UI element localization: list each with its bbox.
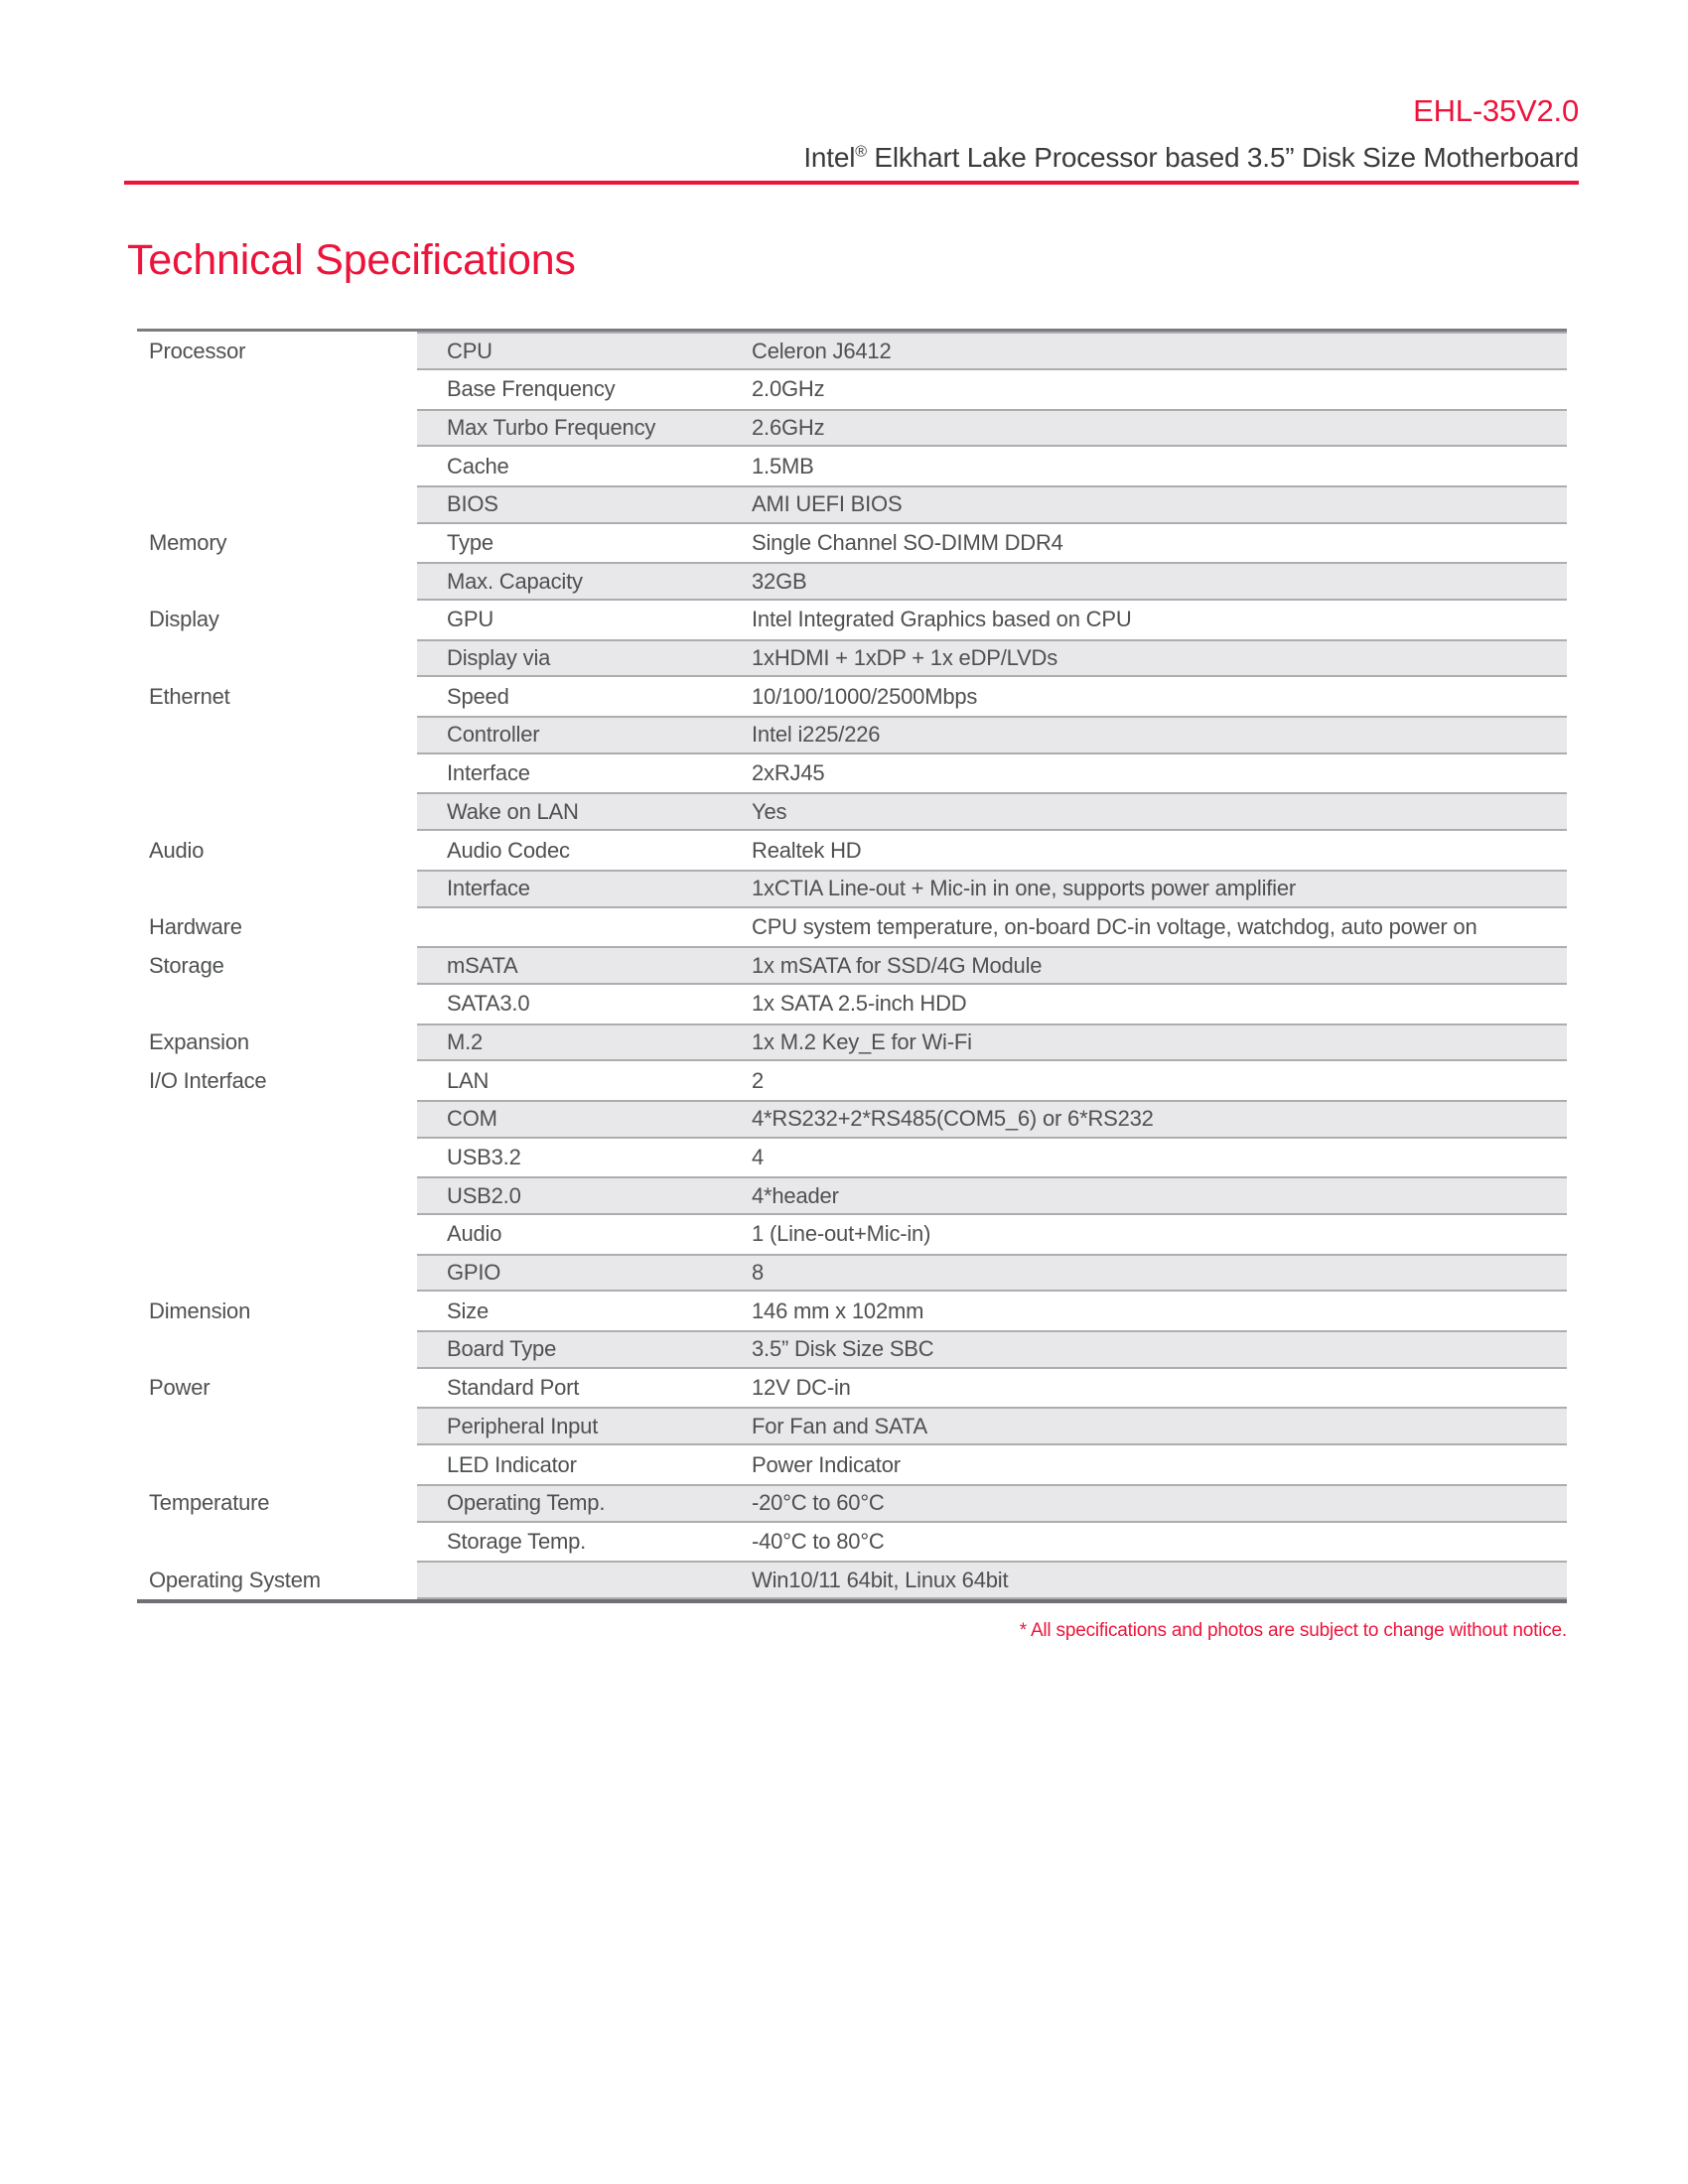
category-cell	[137, 562, 417, 601]
table-row	[137, 485, 1567, 524]
row-right-region	[417, 985, 1567, 1024]
spec-value-cell: 4*RS232+2*RS485(COM5_6) or 6*RS232	[752, 1106, 1154, 1132]
spec-value-cell: 2	[752, 1067, 765, 1093]
spec-value-cell: 2.0GHz	[752, 376, 825, 402]
table-row	[137, 1061, 1567, 1100]
table-row	[137, 639, 1567, 678]
spec-value-cell: Yes	[752, 798, 787, 824]
spec-label-cell: Peripheral Input	[447, 1413, 599, 1438]
spec-value-cell: 1x M.2 Key_E for Wi-Fi	[752, 1028, 972, 1054]
spec-value-cell: 10/100/1000/2500Mbps	[752, 683, 978, 709]
row-right-region	[417, 831, 1567, 870]
category-cell	[137, 1139, 417, 1177]
spec-value-cell: 2.6GHz	[752, 414, 825, 440]
spec-label-cell: Base Frenquency	[447, 376, 616, 402]
category-cell	[137, 1176, 417, 1215]
table-row	[137, 1139, 1567, 1177]
table-row	[137, 1024, 1567, 1062]
category-cell: Storage	[137, 946, 417, 985]
table-row	[137, 1215, 1567, 1254]
row-right-region	[417, 946, 1567, 985]
subtitle-text: Elkhart Lake Processor based 3.5” Disk Size Motherboard	[866, 141, 1579, 173]
spec-label-cell: Speed	[447, 683, 509, 709]
table-row	[137, 1484, 1567, 1523]
table-row	[137, 908, 1567, 947]
category-cell	[137, 1445, 417, 1484]
row-right-region	[417, 792, 1567, 831]
spec-value-cell: 1xHDMI + 1xDP + 1x eDP/LVDs	[752, 645, 1058, 671]
spec-label-cell: Audio	[447, 1221, 502, 1247]
table-row	[137, 870, 1567, 908]
table-row	[137, 409, 1567, 448]
table-row	[137, 1523, 1567, 1562]
spec-value-cell: Power Indicator	[752, 1451, 901, 1477]
row-right-region	[417, 1292, 1567, 1330]
spec-label-cell: Size	[447, 1297, 489, 1323]
row-right-region	[417, 639, 1567, 678]
spec-value-cell: 4*header	[752, 1182, 839, 1208]
spec-label-cell: GPU	[447, 607, 494, 632]
spec-value-cell: Celeron J6412	[752, 338, 892, 363]
spec-value-cell: 8	[752, 1260, 765, 1286]
table-row	[137, 1254, 1567, 1293]
spec-label-cell: Cache	[447, 453, 509, 478]
spec-value-cell: 1.5MB	[752, 453, 814, 478]
spec-label-cell: mSATA	[447, 952, 518, 978]
spec-value-cell: 1x SATA 2.5-inch HDD	[752, 991, 967, 1017]
row-right-region	[417, 1407, 1567, 1445]
product-subtitle	[0, 143, 1688, 172]
table-row	[137, 562, 1567, 601]
table-row	[137, 1292, 1567, 1330]
spec-value-cell: 3.5” Disk Size SBC	[752, 1336, 934, 1362]
category-cell: Dimension	[137, 1292, 417, 1330]
category-cell	[137, 1407, 417, 1445]
category-cell: Expansion	[137, 1024, 417, 1062]
category-cell	[137, 792, 417, 831]
spec-value-cell: Realtek HD	[752, 837, 862, 863]
spec-label-cell: Type	[447, 530, 493, 556]
spec-value-cell: CPU system temperature, on-board DC-in voltage, watchdog, auto power on	[752, 913, 1477, 939]
category-cell: Memory	[137, 524, 417, 563]
category-cell	[137, 716, 417, 754]
table-row	[137, 601, 1567, 639]
category-cell	[137, 409, 417, 448]
page-header	[0, 0, 1688, 185]
spec-label-cell: Standard Port	[447, 1375, 580, 1401]
spec-value-cell: 146 mm x 102mm	[752, 1297, 924, 1323]
spec-label-cell: Max Turbo Frequency	[447, 414, 656, 440]
table-row	[137, 370, 1567, 409]
table-row	[137, 831, 1567, 870]
spec-value-cell: 1 (Line-out+Mic-in)	[752, 1221, 931, 1247]
row-right-region	[417, 1024, 1567, 1062]
spec-value-cell: AMI UEFI BIOS	[752, 491, 903, 517]
row-right-region	[417, 1061, 1567, 1100]
category-cell: Audio	[137, 831, 417, 870]
product-model: EHL-35V2.0	[1413, 93, 1579, 128]
category-cell	[137, 870, 417, 908]
spec-value-cell: For Fan and SATA	[752, 1413, 927, 1438]
category-cell	[137, 1254, 417, 1293]
row-right-region	[417, 562, 1567, 601]
spec-label-cell: USB3.2	[447, 1145, 521, 1170]
spec-table	[137, 329, 1567, 1603]
row-right-region	[417, 370, 1567, 409]
spec-label-cell: LAN	[447, 1067, 490, 1093]
spec-value-cell: Intel i225/226	[752, 722, 881, 748]
row-right-region	[417, 1523, 1567, 1562]
row-right-region	[417, 1100, 1567, 1139]
spec-value-cell: 2xRJ45	[752, 760, 825, 786]
category-cell	[137, 1523, 417, 1562]
category-cell	[137, 370, 417, 409]
spec-value-cell: -40°C to 80°C	[752, 1528, 885, 1554]
category-cell: Temperature	[137, 1484, 417, 1523]
table-row	[137, 332, 1567, 370]
row-right-region	[417, 1215, 1567, 1254]
spec-label-cell	[417, 908, 752, 947]
spec-value-cell: Intel Integrated Graphics based on CPU	[752, 607, 1132, 632]
page-title: Technical Specifications	[127, 235, 576, 284]
category-cell: Ethernet	[137, 677, 417, 716]
spec-value-cell: 1x mSATA for SSD/4G Module	[752, 952, 1043, 978]
row-right-region	[417, 447, 1567, 485]
table-row	[137, 716, 1567, 754]
category-cell	[137, 447, 417, 485]
table-row	[137, 1176, 1567, 1215]
row-right-region	[417, 1139, 1567, 1177]
spec-label-cell: Display via	[447, 645, 551, 671]
spec-label-cell: M.2	[447, 1028, 484, 1054]
row-right-region	[417, 1254, 1567, 1293]
table-row	[137, 792, 1567, 831]
row-right-region	[417, 754, 1567, 793]
spec-label-cell: USB2.0	[447, 1182, 521, 1208]
spec-label-cell	[417, 1563, 752, 1597]
spec-value-cell: Win10/11 64bit, Linux 64bit	[752, 1567, 1009, 1592]
table-row	[137, 1561, 1567, 1599]
spec-value-cell: 1xCTIA Line-out + Mic-in in one, supports power amplifier	[752, 876, 1297, 901]
spec-label-cell: LED Indicator	[447, 1451, 577, 1477]
header-divider-rule	[124, 181, 1579, 185]
spec-label-cell: Wake on LAN	[447, 798, 579, 824]
spec-label-cell: SATA3.0	[447, 991, 530, 1017]
category-cell	[137, 485, 417, 524]
spec-label-cell: Board Type	[447, 1336, 557, 1362]
row-right-region	[417, 1484, 1567, 1523]
row-right-region	[417, 1176, 1567, 1215]
spec-label-cell: Controller	[447, 722, 540, 748]
table-row	[137, 677, 1567, 716]
spec-label-cell: GPIO	[447, 1260, 501, 1286]
category-cell: Processor	[137, 332, 417, 370]
category-cell	[137, 639, 417, 678]
spec-label-cell: BIOS	[447, 491, 498, 517]
row-right-region	[417, 601, 1567, 639]
table-row	[137, 447, 1567, 485]
category-cell: Power	[137, 1369, 417, 1408]
spec-value-cell: 4	[752, 1145, 765, 1170]
table-row	[137, 1330, 1567, 1369]
spec-value-cell: 32GB	[752, 568, 807, 594]
row-right-region	[417, 332, 1567, 370]
footnote: * All specifications and photos are subject to change without notice.	[1019, 1619, 1567, 1641]
category-cell	[137, 985, 417, 1024]
category-cell	[137, 1100, 417, 1139]
spec-value-cell: -20°C to 60°C	[752, 1490, 885, 1516]
row-right-region	[417, 485, 1567, 524]
category-cell: Operating System	[137, 1561, 417, 1599]
row-right-region	[417, 1445, 1567, 1484]
category-cell: Hardware	[137, 908, 417, 947]
row-right-region	[417, 677, 1567, 716]
spec-label-cell: Operating Temp.	[447, 1490, 606, 1516]
row-right-region	[417, 524, 1567, 563]
table-row	[137, 985, 1567, 1024]
spec-value-cell: Single Channel SO-DIMM DDR4	[752, 530, 1063, 556]
row-right-region	[417, 908, 1567, 947]
row-right-region	[417, 870, 1567, 908]
row-right-region	[417, 716, 1567, 754]
subtitle-brand: Intel	[803, 141, 856, 173]
category-cell	[137, 1330, 417, 1369]
spec-label-cell: Audio Codec	[447, 837, 570, 863]
row-right-region	[417, 409, 1567, 448]
category-cell	[137, 754, 417, 793]
spec-label-cell: COM	[447, 1106, 497, 1132]
table-row	[137, 1407, 1567, 1445]
registered-trademark-symbol: ®	[855, 143, 867, 161]
category-cell	[137, 1215, 417, 1254]
spec-label-cell: Interface	[447, 760, 530, 786]
table-row	[137, 1100, 1567, 1139]
table-row	[137, 1369, 1567, 1408]
row-right-region	[417, 1369, 1567, 1408]
row-right-region	[417, 1561, 1567, 1599]
table-row	[137, 524, 1567, 563]
spec-label-cell: Max. Capacity	[447, 568, 583, 594]
table-row	[137, 1445, 1567, 1484]
table-row	[137, 946, 1567, 985]
row-right-region	[417, 1330, 1567, 1369]
spec-label-cell: Interface	[447, 876, 530, 901]
category-cell: Display	[137, 601, 417, 639]
category-cell: I/O Interface	[137, 1061, 417, 1100]
spec-label-cell: CPU	[447, 338, 492, 363]
spec-value-cell: 12V DC-in	[752, 1375, 851, 1401]
spec-label-cell: Storage Temp.	[447, 1528, 587, 1554]
table-row	[137, 754, 1567, 793]
